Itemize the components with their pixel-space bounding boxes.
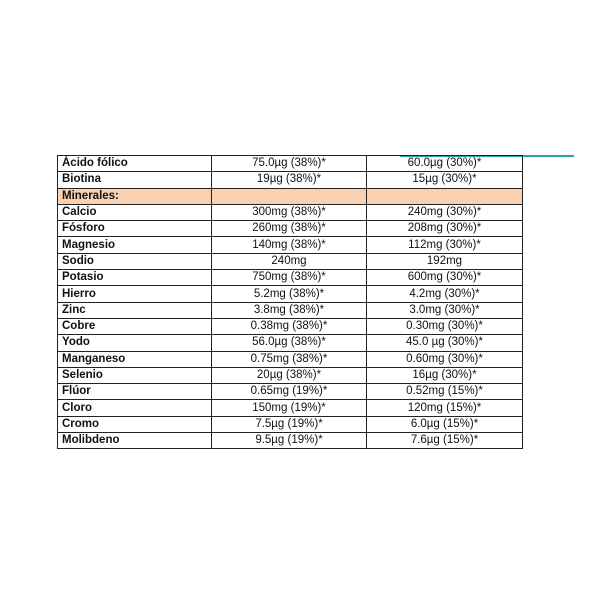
table-row	[58, 221, 523, 237]
table-row	[58, 384, 523, 400]
nutrient-name: Potasio	[58, 270, 212, 286]
section-header-row	[58, 188, 523, 204]
table-row	[58, 237, 523, 253]
nutrient-name: Molibdeno	[58, 433, 212, 449]
nutrient-value-col2: 16µg (30%)*	[367, 367, 523, 383]
nutrient-value-col2: 112mg (30%)*	[367, 237, 523, 253]
section-empty-cell	[212, 188, 367, 204]
table-row	[58, 286, 523, 302]
nutrient-value-col2: 0.30mg (30%)*	[367, 318, 523, 334]
table-row	[58, 335, 523, 351]
table-row	[58, 318, 523, 334]
nutrient-value-col1: 140mg (38%)*	[212, 237, 367, 253]
nutrition-table	[57, 155, 523, 449]
nutrient-name: Hierro	[58, 286, 212, 302]
nutrient-name: Magnesio	[58, 237, 212, 253]
section-label: Minerales:	[58, 188, 212, 204]
nutrient-value-col2: 240mg (30%)*	[367, 204, 523, 220]
table-row	[58, 172, 523, 188]
table-row	[58, 270, 523, 286]
nutrient-value-col2: 192mg	[367, 253, 523, 269]
nutrient-value-col2: 0.52mg (15%)*	[367, 384, 523, 400]
nutrient-value-col2: 3.0mg (30%)*	[367, 302, 523, 318]
table-row	[58, 433, 523, 449]
nutrient-name: Manganeso	[58, 351, 212, 367]
nutrient-value-col2: 0.60mg (30%)*	[367, 351, 523, 367]
table-row	[58, 416, 523, 432]
nutrient-name: Sodio	[58, 253, 212, 269]
nutrient-name: Biotina	[58, 172, 212, 188]
nutrient-value-col2: 4.2mg (30%)*	[367, 286, 523, 302]
nutrient-value-col2: 600mg (30%)*	[367, 270, 523, 286]
nutrient-name: Zinc	[58, 302, 212, 318]
nutrient-value-col2: 15µg (30%)*	[367, 172, 523, 188]
nutrient-value-col2: 45.0 µg (30%)*	[367, 335, 523, 351]
nutrient-value-col1: 19µg (38%)*	[212, 172, 367, 188]
nutrient-value-col1: 20µg (38%)*	[212, 367, 367, 383]
nutrient-name: Flúor	[58, 384, 212, 400]
nutrient-value-col1: 260mg (38%)*	[212, 221, 367, 237]
nutrient-value-col1: 56.0µg (38%)*	[212, 335, 367, 351]
table-row	[58, 156, 523, 172]
nutrient-name: Selenio	[58, 367, 212, 383]
nutrient-name: Fósforo	[58, 221, 212, 237]
nutrient-name: Yodo	[58, 335, 212, 351]
table-row	[58, 351, 523, 367]
nutrient-name: Cloro	[58, 400, 212, 416]
nutrient-value-col2: 60.0µg (30%)*	[367, 156, 523, 172]
nutrient-name: Cromo	[58, 416, 212, 432]
nutrient-value-col1: 0.75mg (38%)*	[212, 351, 367, 367]
table-row	[58, 204, 523, 220]
nutrient-value-col1: 240mg	[212, 253, 367, 269]
nutrient-value-col1: 300mg (38%)*	[212, 204, 367, 220]
nutrient-value-col1: 0.65mg (19%)*	[212, 384, 367, 400]
nutrient-name: Calcio	[58, 204, 212, 220]
nutrient-value-col2: 120mg (15%)*	[367, 400, 523, 416]
nutrient-value-col1: 9.5µg (19%)*	[212, 433, 367, 449]
nutrient-value-col1: 5.2mg (38%)*	[212, 286, 367, 302]
nutrient-value-col2: 6.0µg (15%)*	[367, 416, 523, 432]
nutrient-value-col2: 208mg (30%)*	[367, 221, 523, 237]
nutrient-value-col2: 7.6µg (15%)*	[367, 433, 523, 449]
nutrient-value-col1: 7.5µg (19%)*	[212, 416, 367, 432]
nutrient-value-col1: 3.8mg (38%)*	[212, 302, 367, 318]
table-row	[58, 367, 523, 383]
table-row	[58, 302, 523, 318]
table-row	[58, 253, 523, 269]
nutrient-value-col1: 150mg (19%)*	[212, 400, 367, 416]
nutrient-value-col1: 0.38mg (38%)*	[212, 318, 367, 334]
nutrient-value-col1: 750mg (38%)*	[212, 270, 367, 286]
table-body	[58, 156, 523, 449]
table-row	[58, 400, 523, 416]
nutrient-name: Ácido fólico	[58, 156, 212, 172]
nutrient-name: Cobre	[58, 318, 212, 334]
nutrient-value-col1: 75.0µg (38%)*	[212, 156, 367, 172]
section-empty-cell	[367, 188, 523, 204]
